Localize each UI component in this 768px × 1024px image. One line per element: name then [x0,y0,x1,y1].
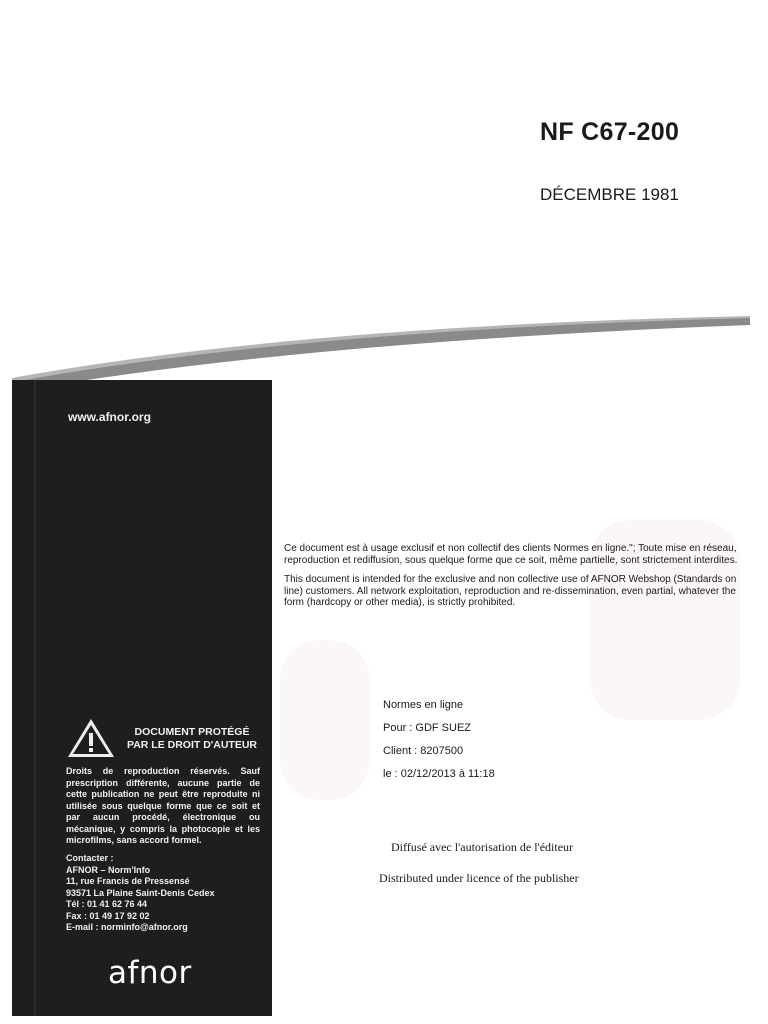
distribution-note-fr: Diffusé avec l'autorisation de l'éditeur [391,840,574,854]
cover-swoosh-band [0,0,768,400]
contact-line: Fax : 01 49 17 92 02 [66,910,150,921]
contact-line: 11, rue Francis de Pressensé [66,876,190,886]
client-info-line: le : 02/12/2013 à 11:18 [383,768,495,780]
protection-title [116,726,268,752]
contact-line: Tél : 01 41 62 76 44 [66,899,148,909]
contact-line: AFNOR – Norm'Info [66,864,151,875]
standard-number: NF C67-200 [540,118,680,146]
protection-title-line: PAR LE DROIT D'AUTEUR [126,739,258,751]
distribution-note-en: Distributed under licence of the publisher [379,871,579,885]
background-watermark [280,640,370,800]
standard-date: DÉCEMBRE 1981 [540,185,679,204]
contact-line: E-mail : norminfo@afnor.org [66,922,188,932]
afnor-website: www.afnor.org [68,410,151,424]
client-info-line: Client : 8207500 [383,745,464,757]
client-info-line: Normes en ligne [383,699,464,711]
contact-block [66,853,215,934]
warning-triangle-icon [66,717,116,759]
usage-notice-en: This document is intended for the exclusive and non collective use of AFNOR Webshop (Standards on line) customers. All network exploitation, reproduction and re-dissemination, even partial, whatever the form (hardcopy or other media), is strictly prohibited. [284,574,737,608]
panel-divider [34,380,36,1016]
afnor-logo: afnor [108,955,192,991]
protection-title-line: DOCUMENT PROTÉGÉ [134,726,250,738]
client-info [383,694,495,786]
contact-line: Contacter : [66,853,114,863]
contact-line: 93571 La Plaine Saint-Denis Cedex [66,887,215,898]
usage-notice-fr: Ce document est à usage exclusif et non collectif des clients Normes en ligne."; Toute mise en réseau, reproduction et rediffusion, sous quelque forme que ce soit, même partielle, sont strictement interdites. [284,543,738,566]
rights-text: Droits de reproduction réservés. Sauf prescription différente, aucune partie de cette publication ne peut être reproduite ni utilisée sous quelque forme que ce soit et par aucun procédé, électronique ou mécanique, y compris la photocopie et les microfilms, sans accord formel. [66,766,260,845]
client-info-line: Pour : GDF SUEZ [383,722,472,734]
usage-notice [284,543,744,617]
